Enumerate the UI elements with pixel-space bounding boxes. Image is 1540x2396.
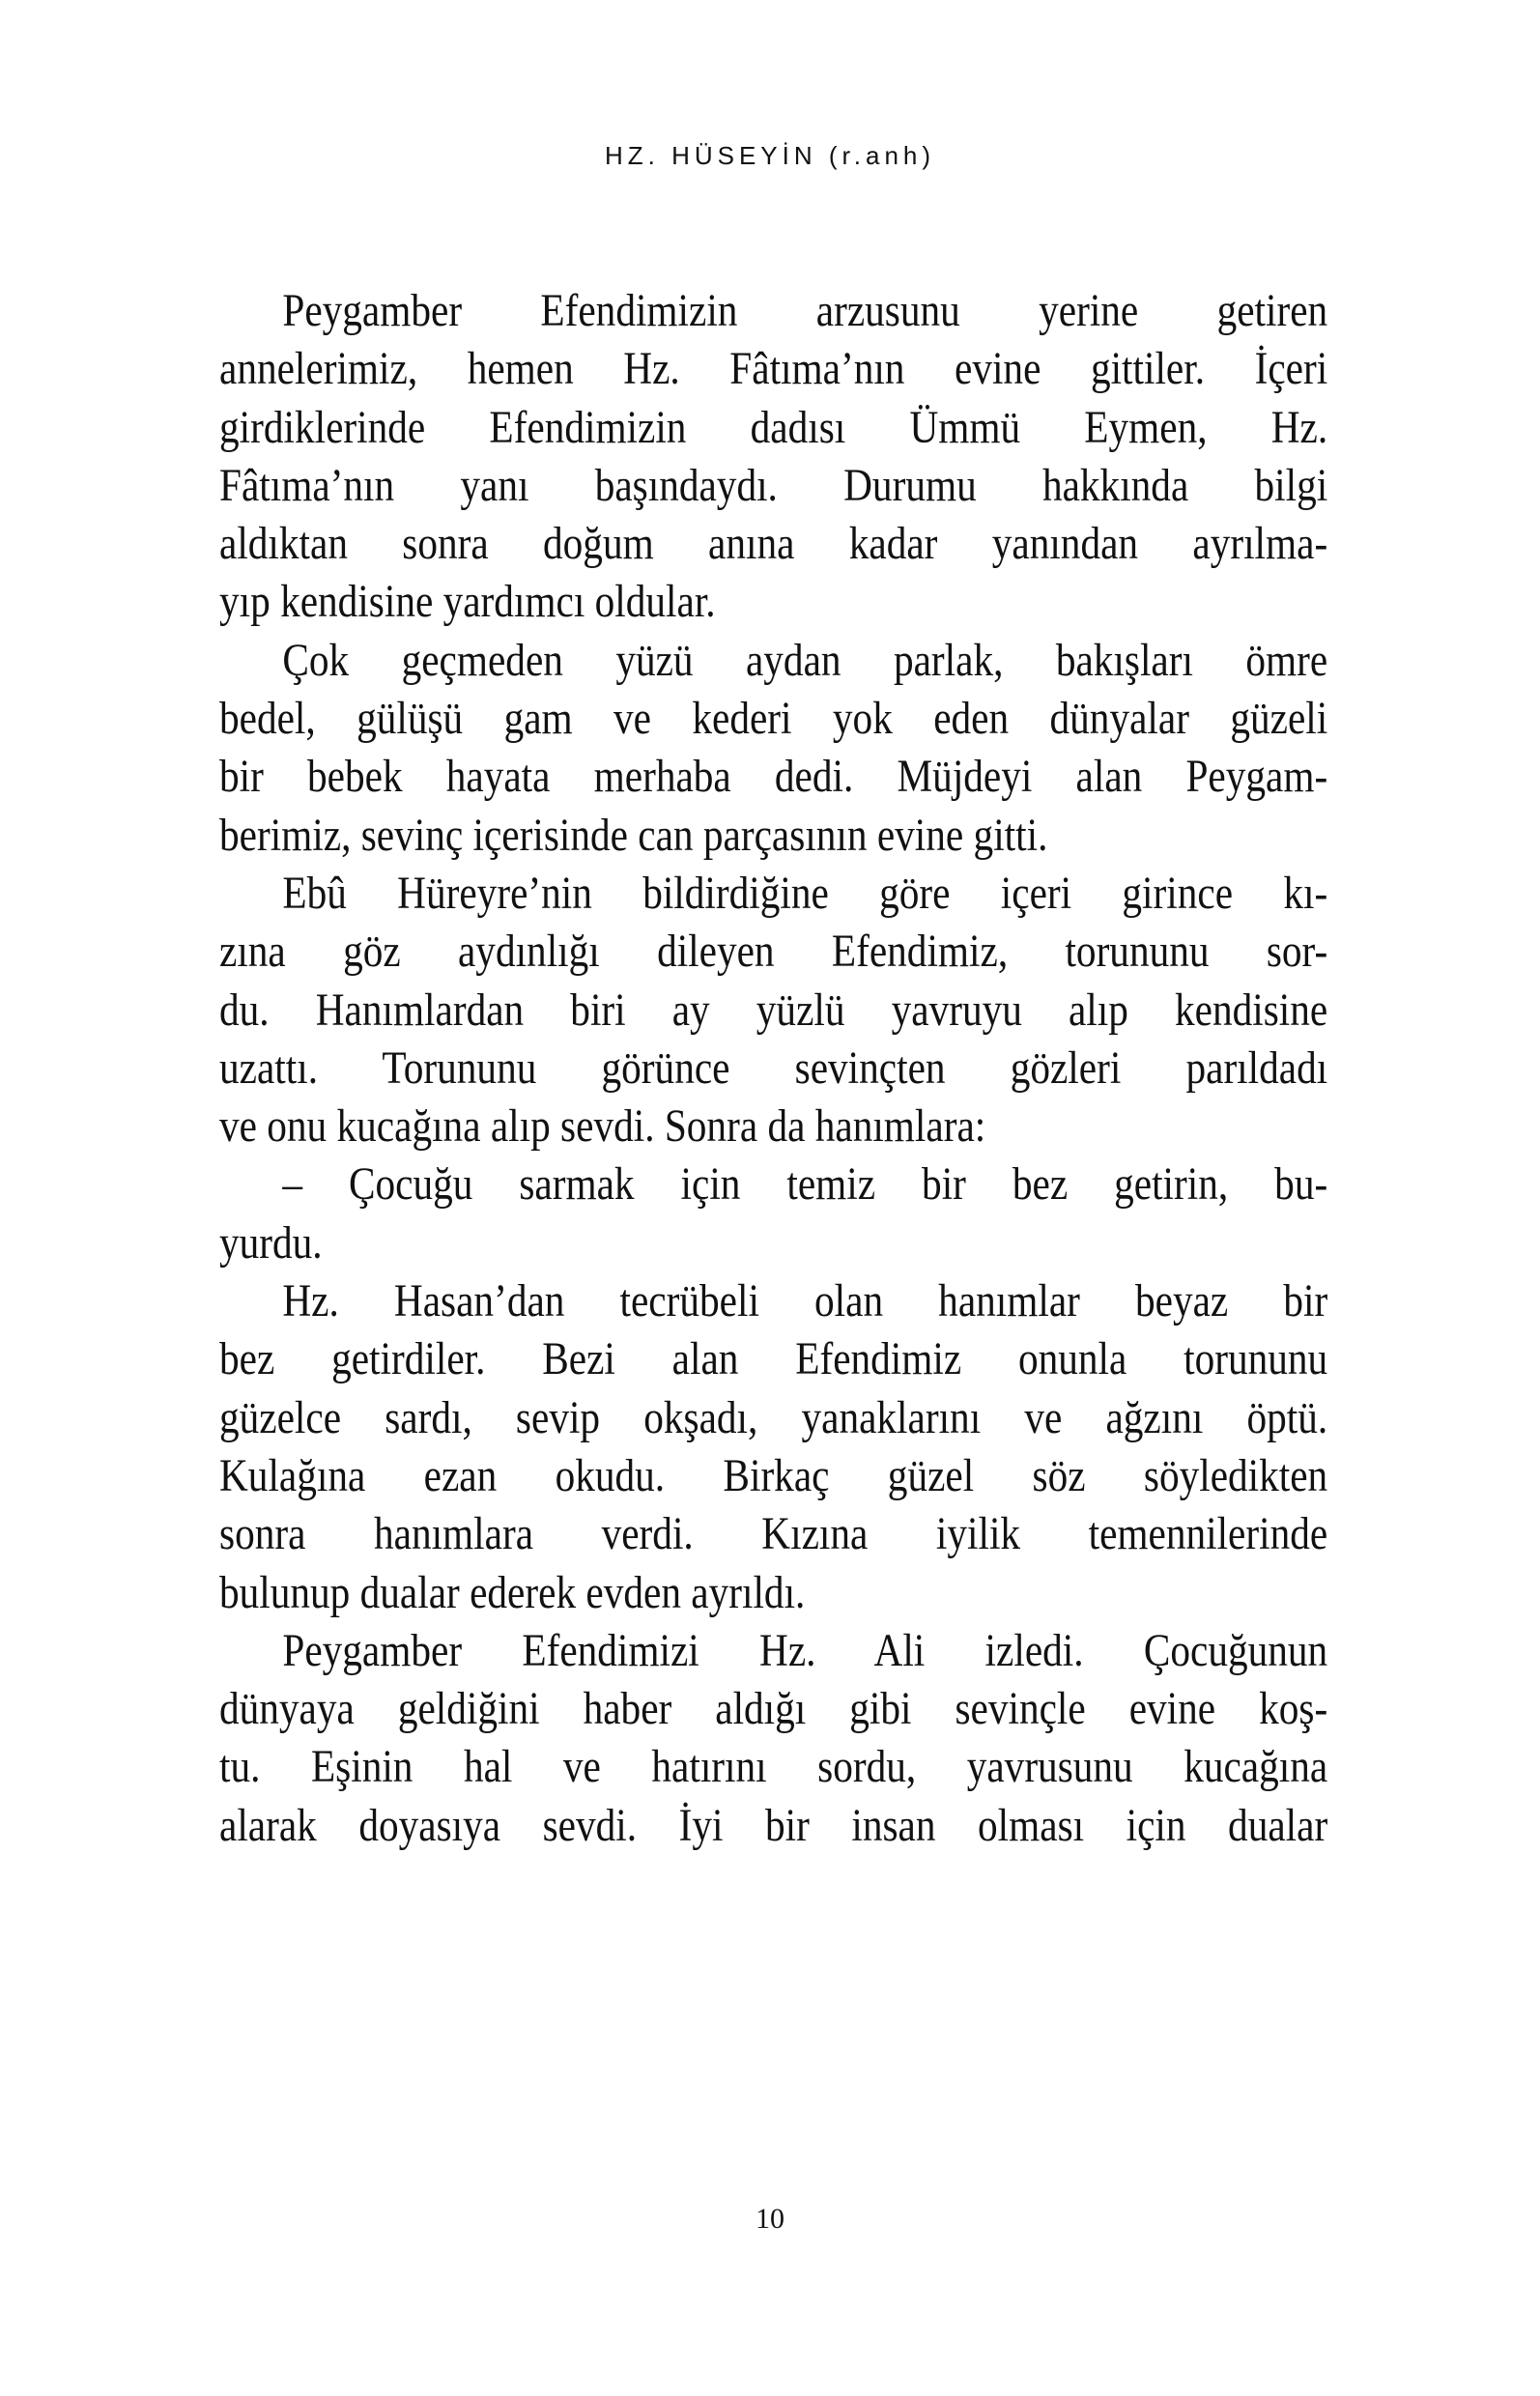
- text-line: annelerimiz, hemen Hz. Fâtıma’nın evine gittiler. İçeri: [219, 343, 1328, 395]
- text-line: uzattı. Torununu görünce sevinçten gözleri parıldadı: [219, 1041, 1328, 1094]
- text-line: Peygamber Efendimizi Hz. Ali izledi. Çocuğunun: [282, 1624, 1328, 1676]
- paragraph: [219, 632, 1327, 865]
- text-line: sonra hanımlara verdi. Kızına iyilik temennilerinde: [219, 1508, 1328, 1560]
- text-line: bir bebek hayata merhaba dedi. Müjdeyi alan Peygam-: [219, 751, 1328, 803]
- text-line: yıp kendisine yardımcı oldular.: [219, 576, 716, 628]
- paragraph: [219, 1622, 1327, 1855]
- text-line: yurdu.: [219, 1216, 323, 1269]
- text-line: güzelce sardı, sevip okşadı, yanaklarını ve ağzını öptü.: [219, 1391, 1328, 1443]
- text-line: tu. Eşinin hal ve hatırını sordu, yavrusunu kucağına: [219, 1741, 1328, 1793]
- text-line: bez getirdiler. Bezi alan Efendimiz onunla torununu: [219, 1333, 1328, 1385]
- text-line: zına göz aydınlığı dileyen Efendimiz, torununu sor-: [219, 926, 1328, 978]
- text-line: dünyaya geldiğini haber aldığı gibi sevinçle evine koş-: [219, 1683, 1328, 1735]
- text-line: girdiklerinde Efendimizin dadısı Ümmü Eymen, Hz.: [219, 401, 1328, 453]
- text-line: Peygamber Efendimizin arzusunu yerine getiren: [282, 285, 1328, 336]
- body-text: [219, 282, 1327, 1855]
- page-number: 10: [756, 2203, 784, 2235]
- text-line: Çok geçmeden yüzü aydan parlak, bakışları ömre: [282, 634, 1328, 686]
- text-line: aldıktan sonra doğum anına kadar yanından ayrılma-: [219, 518, 1328, 570]
- text-line: bulunup dualar ederek evden ayrıldı.: [219, 1566, 806, 1618]
- text-line: bedel, gülüşü gam ve kederi yok eden dünyalar güzeli: [219, 693, 1328, 745]
- paragraph: [219, 865, 1327, 1155]
- paragraph: [219, 1272, 1327, 1622]
- text-line: Ebû Hüreyre’nin bildirdiğine göre içeri girince kı-: [282, 867, 1328, 919]
- text-line: Kulağına ezan okudu. Birkaç güzel söz söyledikten: [219, 1449, 1328, 1501]
- text-line: Fâtıma’nın yanı başındaydı. Durumu hakkında bilgi: [219, 459, 1328, 511]
- paragraph: [219, 1155, 1327, 1272]
- text-line: alarak doyasıya sevdi. İyi bir insan olması için dualar: [219, 1799, 1328, 1851]
- text-line: – Çocuğu sarmak için temiz bir bez getirin, bu-: [282, 1158, 1328, 1211]
- text-line: berimiz, sevinç içerisinde can parçasının evine gitti.: [219, 809, 1048, 861]
- text-line: du. Hanımlardan biri ay yüzlü yavruyu alıp kendisine: [219, 984, 1328, 1036]
- running-head: HZ. HÜSEYİN (r.anh): [604, 141, 936, 170]
- text-line: ve onu kucağına alıp sevdi. Sonra da hanımlara:: [219, 1100, 986, 1153]
- paragraph: [219, 282, 1327, 632]
- text-line: Hz. Hasan’dan tecrübeli olan hanımlar beyaz bir: [282, 1275, 1328, 1327]
